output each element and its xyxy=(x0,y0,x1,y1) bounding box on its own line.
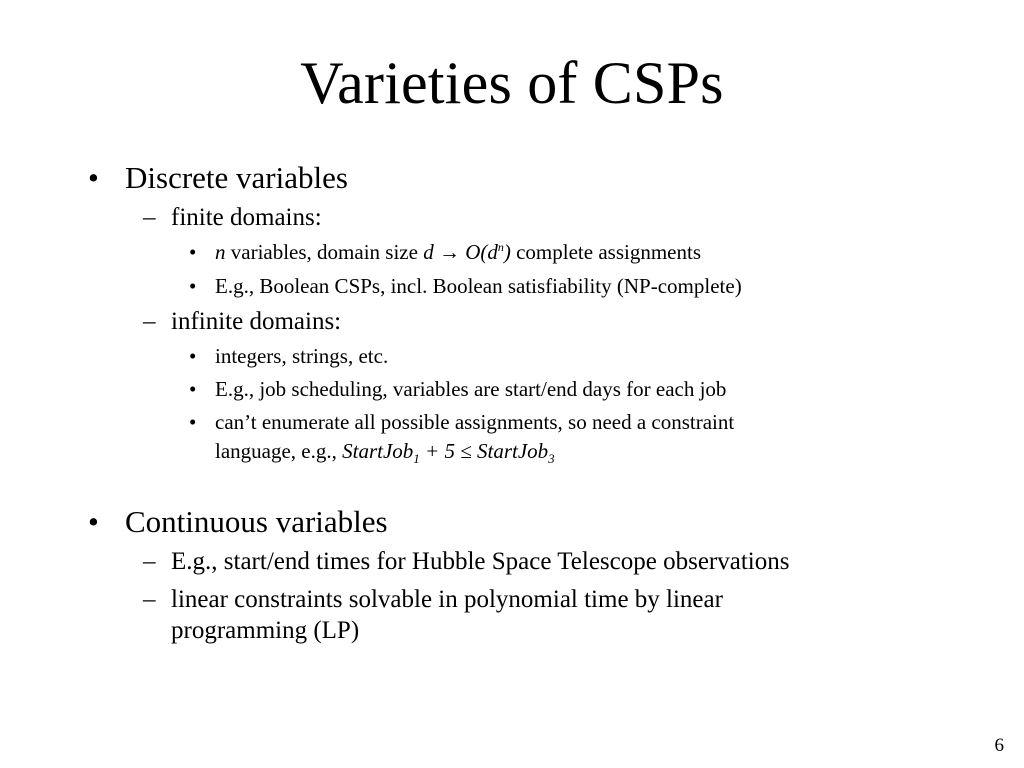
subbullet-text: finite domains: xyxy=(171,204,322,231)
bullet-marker: • xyxy=(189,344,197,368)
dash-marker: – xyxy=(143,586,156,613)
item-text-prefix: language, e.g., xyxy=(215,439,343,463)
bullet-text: Continuous variables xyxy=(125,504,388,539)
exponent-n: n xyxy=(497,240,504,254)
bullet-text: Discrete variables xyxy=(125,160,348,195)
bullet-marker: • xyxy=(88,160,99,195)
subbullet-text: E.g., start/end times for Hubble Space Telescope observations xyxy=(171,548,790,575)
bullet-marker: • xyxy=(88,504,99,539)
var-d: d xyxy=(423,240,434,264)
var-n: n xyxy=(215,240,226,264)
page-number: 6 xyxy=(994,735,1004,756)
item-text: E.g., job scheduling, variables are start/end days for each job xyxy=(215,377,727,401)
item-text-line1: can’t enumerate all possible assignments, so need a constraint xyxy=(215,410,735,434)
dash-marker: – xyxy=(143,204,156,231)
subbullet-text: infinite domains: xyxy=(171,308,342,335)
formula-sub-3: 3 xyxy=(548,451,555,467)
subbullet-linear-constraints-line2: programming (LP) xyxy=(171,617,360,644)
close-paren: ) xyxy=(503,240,511,264)
formula-sub-1: 1 xyxy=(413,451,420,467)
subbullet-text-line1: linear constraints solvable in polynomial time by linear xyxy=(171,586,723,613)
item-cant-enumerate-line2 xyxy=(215,439,555,467)
bullet-marker: • xyxy=(189,377,197,401)
item-text xyxy=(215,240,701,265)
dash-marker: – xyxy=(143,308,156,335)
dash-marker: – xyxy=(143,548,156,575)
bullet-marker: • xyxy=(189,274,197,298)
item-text: E.g., Boolean CSPs, incl. Boolean satisfiability (NP-complete) xyxy=(215,274,742,298)
formula-startjob-1: StartJob xyxy=(342,439,414,463)
text-mid: variables, domain size xyxy=(225,240,424,264)
text-rest: complete assignments xyxy=(510,240,701,264)
big-o: → O(d xyxy=(433,240,498,264)
formula-startjob-3: StartJob xyxy=(477,439,549,463)
slide-title: Varieties of CSPs xyxy=(300,50,724,116)
item-text: integers, strings, etc. xyxy=(215,344,389,368)
bullet-marker: • xyxy=(189,410,197,434)
formula-middle: + 5 ≤ xyxy=(419,439,477,463)
bullet-marker: • xyxy=(189,240,197,264)
